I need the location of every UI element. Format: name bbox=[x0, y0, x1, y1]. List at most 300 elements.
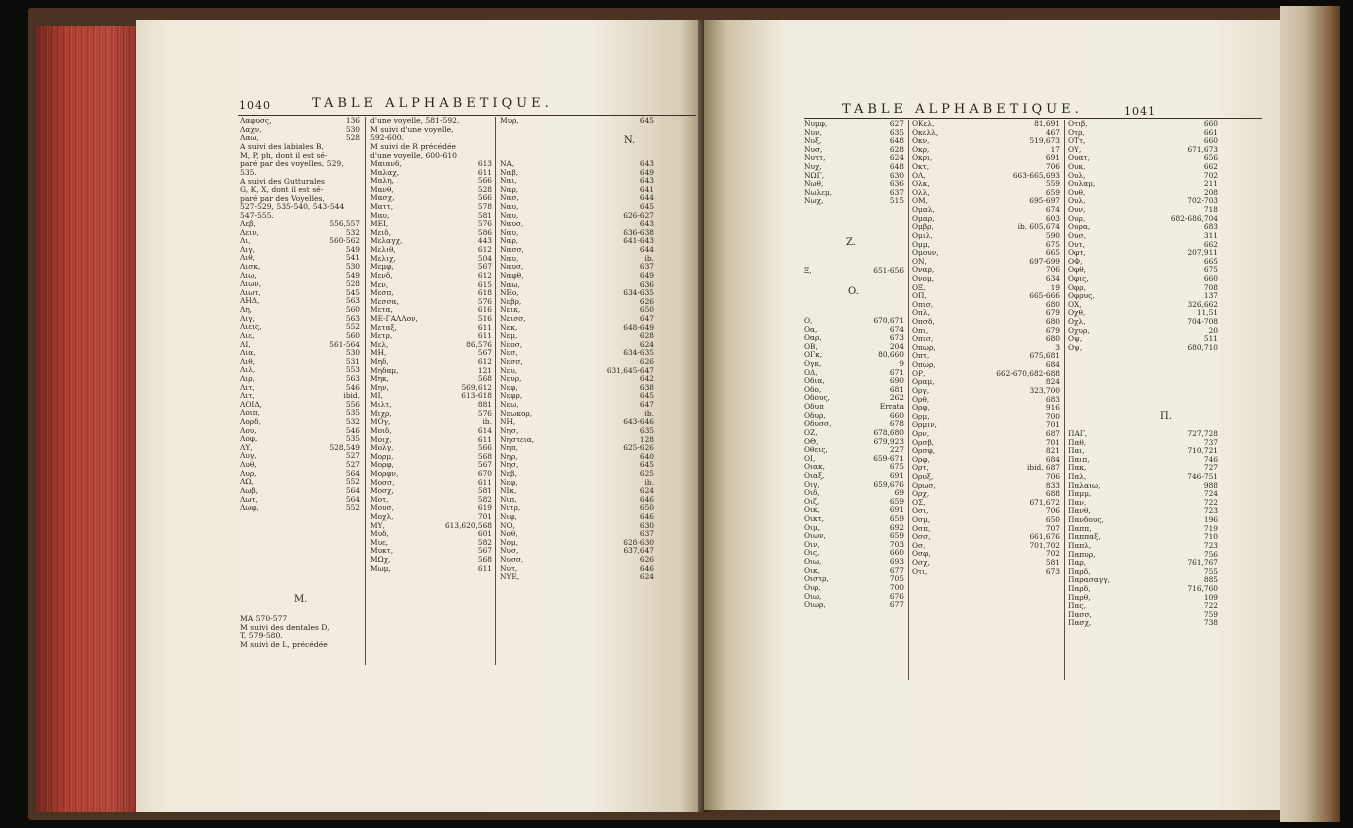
entry-word: Λη, bbox=[240, 306, 253, 315]
entry-word: Μηδαμ, bbox=[370, 366, 399, 375]
index-entry bbox=[370, 384, 492, 393]
index-entry bbox=[370, 186, 492, 195]
entry-page-ref: 695-697 bbox=[1029, 197, 1060, 206]
index-entry bbox=[804, 334, 904, 343]
text-line: d'une voyelle, 581-592. bbox=[370, 116, 460, 125]
index-entry bbox=[912, 241, 1060, 250]
entry-page-ref: 718 bbox=[1203, 206, 1218, 215]
entry-word: Νεμ, bbox=[500, 332, 518, 341]
entry-page-ref: 683 bbox=[1045, 395, 1060, 404]
index-entry bbox=[1068, 206, 1218, 215]
index-entry bbox=[912, 266, 1060, 275]
entry-word: Παππαξ, bbox=[1068, 533, 1101, 542]
index-entry bbox=[370, 367, 492, 376]
entry-page-ref: 566 bbox=[477, 194, 492, 203]
index-entry bbox=[1068, 172, 1218, 181]
index-entry bbox=[240, 418, 360, 427]
index-entry bbox=[912, 559, 1060, 568]
index-entry bbox=[370, 220, 492, 229]
entry-page-ref: 618 bbox=[477, 289, 492, 298]
entry-word: Οδους, bbox=[804, 394, 830, 403]
entry-word: Ορν, bbox=[912, 429, 930, 438]
entry-word: Ομιλ, bbox=[912, 231, 933, 240]
entry-page-ref: 642 bbox=[639, 375, 654, 384]
entry-word: Οιων, bbox=[804, 532, 826, 541]
entry-page-ref: 80,660 bbox=[878, 351, 904, 360]
entry-word: Λιω, bbox=[240, 271, 257, 280]
entry-page-ref: 626 bbox=[639, 358, 654, 367]
entry-word: Νασ, bbox=[500, 194, 519, 203]
entry-word: ΟΝ, bbox=[912, 257, 927, 266]
index-entry bbox=[912, 318, 1060, 327]
entry-word: Οσπ, bbox=[912, 524, 931, 533]
index-entry bbox=[1068, 499, 1218, 508]
left-page-number: 1040 bbox=[239, 99, 271, 112]
entry-word: ΟΚελ, bbox=[912, 120, 935, 128]
entry-page-ref: 722 bbox=[1203, 602, 1218, 611]
entry-word: Οιζ, bbox=[804, 497, 820, 506]
entry-word: Οιω, bbox=[804, 592, 822, 601]
index-entry bbox=[1068, 258, 1218, 267]
entry-word: Πανθ, bbox=[1068, 507, 1091, 516]
index-entry bbox=[240, 435, 360, 444]
index-entry bbox=[370, 479, 492, 488]
entry-word: Λειν, bbox=[240, 228, 259, 237]
index-entry bbox=[804, 394, 904, 403]
entry-page-ref: 677 bbox=[889, 566, 904, 575]
index-entry bbox=[240, 263, 360, 272]
entry-page-ref: 659 bbox=[889, 515, 904, 524]
entry-page-ref: 560-562 bbox=[329, 237, 360, 246]
entry-page-ref: 567 bbox=[477, 349, 492, 358]
index-entry bbox=[240, 297, 360, 306]
index-entry bbox=[240, 444, 360, 453]
entry-page-ref: 576 bbox=[477, 220, 492, 229]
entry-page-ref: 650 bbox=[639, 306, 654, 315]
entry-page-ref: 630 bbox=[639, 521, 654, 530]
entry-page-ref: 576 bbox=[477, 297, 492, 306]
entry-word: Οψ, bbox=[1068, 335, 1083, 344]
index-entry bbox=[1068, 163, 1218, 172]
index-entry bbox=[1068, 439, 1218, 448]
entry-page-ref: 706 bbox=[1045, 507, 1060, 516]
entry-page-ref: 613,620,568 bbox=[444, 521, 492, 530]
entry-page-ref: 323,700 bbox=[1029, 386, 1060, 395]
index-entry bbox=[240, 427, 360, 436]
entry-word: Οχυρ, bbox=[1068, 326, 1090, 335]
index-entry bbox=[912, 421, 1060, 430]
index-entry bbox=[370, 427, 492, 436]
index-entry bbox=[804, 558, 904, 567]
index-entry bbox=[804, 326, 904, 335]
index-entry bbox=[240, 332, 360, 341]
entry-page-ref: 136 bbox=[345, 117, 360, 125]
book-back-edge bbox=[1280, 6, 1340, 822]
entry-word: Λου, bbox=[240, 426, 257, 435]
entry-page-ref: ibid. bbox=[343, 392, 360, 401]
index-entry bbox=[500, 504, 654, 513]
entry-word: Παλαιω, bbox=[1068, 481, 1101, 490]
entry-word: ΝΑ, bbox=[500, 160, 515, 168]
index-entry bbox=[912, 189, 1060, 198]
entry-page-ref: 611 bbox=[477, 564, 492, 573]
entry-page-ref: 20 bbox=[1208, 326, 1218, 335]
entry-word: ΝΕο, bbox=[500, 289, 519, 298]
entry-page-ref: 646 bbox=[639, 495, 654, 504]
index-entry bbox=[370, 212, 492, 221]
entry-page-ref: 603 bbox=[1045, 214, 1060, 223]
entry-word: Οικτ, bbox=[804, 515, 825, 524]
entry-word: Οπισ, bbox=[912, 335, 934, 344]
index-entry bbox=[500, 539, 654, 548]
entry-word: Νηπ, bbox=[500, 444, 519, 453]
entry-page-ref: 746 bbox=[1203, 455, 1218, 464]
entry-word: Μασχ, bbox=[370, 194, 395, 203]
entry-page-ref: 716,760 bbox=[1187, 584, 1218, 593]
section-heading-n: N. bbox=[624, 135, 636, 146]
entry-word: Νεοσ, bbox=[500, 340, 523, 349]
index-entry bbox=[500, 203, 654, 212]
entry-page-ref: 549 bbox=[345, 271, 360, 280]
entry-word: Οκρ, bbox=[912, 145, 930, 154]
entry-page-ref: 680,710 bbox=[1187, 343, 1218, 352]
index-entry bbox=[912, 206, 1060, 215]
entry-page-ref: 703 bbox=[889, 540, 904, 549]
entry-page-ref: 687 bbox=[1045, 429, 1060, 438]
entry-page-ref: 615 bbox=[477, 280, 492, 289]
entry-page-ref: 211 bbox=[1203, 180, 1218, 189]
entry-word: ΟΥ, bbox=[1068, 145, 1082, 154]
entry-word: Ναυ, bbox=[500, 254, 519, 263]
entry-word: Οχθ, bbox=[1068, 309, 1086, 318]
index-entry bbox=[500, 367, 654, 376]
entry-word: Οφθ, bbox=[1068, 266, 1087, 275]
index-entry bbox=[370, 496, 492, 505]
entry-word: Οπσδ, bbox=[912, 318, 935, 327]
entry-word: Οργ, bbox=[912, 386, 930, 395]
entry-page-ref: 552 bbox=[345, 323, 360, 332]
entry-page-ref: 671 bbox=[889, 368, 904, 377]
index-entry bbox=[912, 456, 1060, 465]
entry-word: Ομαλ, bbox=[912, 206, 935, 215]
index-entry bbox=[804, 412, 904, 421]
index-entry bbox=[370, 237, 492, 246]
index-entry bbox=[912, 309, 1060, 318]
entry-page-ref: 659-671 bbox=[873, 454, 904, 463]
entry-word: ΝΥΕ, bbox=[500, 573, 520, 582]
index-entry bbox=[804, 472, 904, 481]
text-line: M suivi de R précédée bbox=[370, 141, 457, 151]
index-entry bbox=[500, 479, 654, 488]
index-entry bbox=[240, 409, 360, 418]
index-entry bbox=[804, 463, 904, 472]
entry-page-ref: 625-626 bbox=[623, 444, 654, 453]
entry-word: Οτι, bbox=[912, 567, 928, 576]
index-entry bbox=[500, 246, 654, 255]
index-entry bbox=[804, 360, 904, 369]
entry-word: ΝΩΓ, bbox=[804, 171, 825, 180]
index-entry bbox=[500, 237, 654, 246]
index-entry bbox=[804, 197, 904, 206]
entry-page-ref: 81,691 bbox=[1034, 120, 1060, 128]
entry-page-ref: 546 bbox=[345, 383, 360, 392]
index-entry bbox=[240, 229, 360, 238]
index-entry bbox=[1068, 551, 1218, 560]
index-entry bbox=[240, 349, 360, 358]
index-entry bbox=[500, 229, 654, 238]
text-line: G, K, X, dont il est sé- bbox=[240, 185, 324, 195]
index-entry bbox=[240, 375, 360, 384]
entry-page-ref: 128 bbox=[639, 435, 654, 444]
entry-word: Λιων, bbox=[240, 280, 262, 289]
text-line: M suivi des dentales D, bbox=[240, 622, 330, 632]
entry-word: Λυθ, bbox=[240, 461, 257, 470]
entry-word: ΟΘ, bbox=[804, 437, 819, 446]
entry-word: Μεταξ, bbox=[370, 323, 397, 332]
entry-word: Πασσ, bbox=[1068, 610, 1092, 619]
entry-word: Λαω, bbox=[240, 134, 259, 143]
entry-word: ΟΡ, bbox=[912, 369, 926, 378]
index-entry bbox=[804, 593, 904, 602]
entry-word: ΟΠ, bbox=[912, 292, 927, 301]
index-entry bbox=[500, 349, 654, 358]
index-entry bbox=[1068, 137, 1218, 146]
index-entry bbox=[500, 298, 654, 307]
entry-word: Νυμφ, bbox=[804, 120, 828, 128]
entry-word: Ομβρ, bbox=[912, 223, 934, 232]
entry-page-ref: 121 bbox=[477, 366, 492, 375]
entry-word: Ορμ, bbox=[912, 412, 930, 421]
entry-page-ref: 724 bbox=[1203, 490, 1218, 499]
entry-page-ref: 560 bbox=[345, 331, 360, 340]
entry-word: Λισκ, bbox=[240, 263, 261, 272]
entry-word: Μυκτ, bbox=[370, 547, 394, 556]
entry-page-ref: 527 bbox=[345, 452, 360, 461]
entry-page-ref: 701,702 bbox=[1029, 541, 1060, 550]
index-entry bbox=[912, 464, 1060, 473]
entry-page-ref: 601 bbox=[477, 530, 492, 539]
index-entry bbox=[240, 315, 360, 324]
index-entry bbox=[912, 232, 1060, 241]
entry-page-ref: 611 bbox=[477, 323, 492, 332]
entry-page-ref: 546 bbox=[345, 426, 360, 435]
entry-page-ref: 207,911 bbox=[1187, 249, 1218, 258]
entry-word: Μορμ, bbox=[370, 452, 394, 461]
entry-word: Οκτ, bbox=[912, 163, 930, 172]
entry-word: Οτιβ, bbox=[1068, 120, 1088, 128]
entry-page-ref: 679,923 bbox=[873, 437, 904, 446]
index-entry bbox=[240, 496, 360, 505]
right-col1-entries-b bbox=[804, 267, 904, 276]
entry-word: Μαλη, bbox=[370, 177, 395, 186]
entry-word: Μουσ, bbox=[370, 504, 394, 513]
entry-page-ref: 9 bbox=[899, 360, 904, 369]
entry-page-ref: 673 bbox=[1045, 567, 1060, 576]
entry-page-ref: 661 bbox=[1203, 128, 1218, 137]
entry-page-ref: 885 bbox=[1203, 576, 1218, 585]
column-rule bbox=[1064, 120, 1065, 680]
entry-page-ref: 661,676 bbox=[1029, 533, 1060, 542]
entry-page-ref: 660 bbox=[1203, 137, 1218, 146]
index-entry bbox=[804, 154, 904, 163]
entry-page-ref: 683 bbox=[1203, 223, 1218, 232]
entry-word: Ορσφ, bbox=[912, 447, 935, 456]
entry-page-ref: 645 bbox=[639, 461, 654, 470]
entry-word: Ναυσ, bbox=[500, 220, 524, 229]
index-entry bbox=[804, 163, 904, 172]
entry-word: Νεβ, bbox=[500, 469, 517, 478]
entry-word: Παπλ, bbox=[1068, 541, 1092, 550]
index-entry bbox=[912, 396, 1060, 405]
index-entry bbox=[370, 324, 492, 333]
entry-word: Μελ, bbox=[370, 340, 389, 349]
entry-page-ref: 737 bbox=[1203, 438, 1218, 447]
entry-page-ref: 634-635 bbox=[623, 289, 654, 298]
entry-word: Νυσσ, bbox=[500, 556, 524, 565]
entry-page-ref: 628 bbox=[889, 145, 904, 154]
entry-page-ref: 644 bbox=[639, 246, 654, 255]
entry-word: Οιγ, bbox=[804, 480, 820, 489]
index-entry bbox=[912, 413, 1060, 422]
entry-page-ref: 680 bbox=[1045, 300, 1060, 309]
entry-page-ref: 86,576 bbox=[466, 340, 492, 349]
entry-word: Μενδ, bbox=[370, 271, 393, 280]
entry-word: Ουλαμ, bbox=[1068, 180, 1096, 189]
entry-word: ΝΙκ, bbox=[500, 487, 517, 496]
index-entry bbox=[240, 272, 360, 281]
entry-word: Νιτρ, bbox=[500, 504, 521, 513]
entry-page-ref: 530 bbox=[345, 125, 360, 134]
entry-word: Ναυσ, bbox=[500, 263, 524, 272]
entry-word: Νωθ, bbox=[804, 180, 824, 189]
entry-page-ref: 545 bbox=[345, 288, 360, 297]
entry-page-ref: 670,671 bbox=[873, 317, 904, 325]
entry-page-ref: 204 bbox=[889, 342, 904, 351]
entry-word: ΜΗ, bbox=[370, 349, 387, 358]
index-entry bbox=[804, 455, 904, 464]
entry-page-ref: 19 bbox=[1050, 283, 1060, 292]
entry-page-ref: 675,681 bbox=[1029, 352, 1060, 361]
entry-word: Μιλτ, bbox=[370, 401, 392, 410]
entry-page-ref: 552 bbox=[345, 478, 360, 487]
entry-page-ref: 688 bbox=[1045, 490, 1060, 499]
index-entry bbox=[804, 180, 904, 189]
entry-page-ref: 682-686,704 bbox=[1170, 214, 1218, 223]
entry-word: Λιγ, bbox=[240, 314, 256, 323]
entry-page-ref: 662 bbox=[1203, 240, 1218, 249]
text-line: 547-555. bbox=[240, 211, 274, 220]
index-entry bbox=[804, 446, 904, 455]
index-entry bbox=[370, 565, 492, 574]
entry-word: Νυχ, bbox=[804, 163, 822, 172]
entry-word: ΟΣ, bbox=[912, 498, 926, 507]
index-entry bbox=[500, 436, 654, 445]
section-heading-o: O. bbox=[848, 286, 859, 297]
entry-page-ref: 528 bbox=[345, 134, 360, 143]
index-entry bbox=[370, 177, 492, 186]
entry-word: Οσσ, bbox=[912, 533, 931, 542]
entry-word: Οραμ, bbox=[912, 378, 935, 387]
entry-word: Ομμ, bbox=[912, 240, 931, 249]
entry-word: Οσι, bbox=[912, 507, 929, 516]
index-entry bbox=[804, 369, 904, 378]
entry-word: Νεφρ, bbox=[500, 392, 523, 401]
entry-page-ref: 637,647 bbox=[623, 547, 654, 556]
entry-page-ref: 196 bbox=[1203, 516, 1218, 525]
entry-word: Λυρ, bbox=[240, 469, 257, 478]
index-entry bbox=[912, 507, 1060, 516]
entry-word: ΝΟ, bbox=[500, 521, 515, 530]
index-entry bbox=[804, 549, 904, 558]
entry-word: Οιω, bbox=[804, 558, 822, 567]
entry-page-ref: 761,767 bbox=[1187, 559, 1218, 568]
entry-word: Μυρ, bbox=[500, 117, 519, 125]
index-entry bbox=[240, 126, 360, 135]
index-entry bbox=[912, 129, 1060, 138]
index-entry bbox=[1068, 344, 1218, 353]
entry-page-ref: 670 bbox=[477, 469, 492, 478]
index-entry bbox=[370, 246, 492, 255]
entry-page-ref: 649 bbox=[639, 271, 654, 280]
index-entry bbox=[370, 470, 492, 479]
entry-word: Πανδους, bbox=[1068, 516, 1104, 525]
entry-page-ref: 311 bbox=[1203, 231, 1218, 240]
index-entry bbox=[1068, 284, 1218, 293]
index-entry bbox=[912, 223, 1060, 232]
entry-page-ref: 611 bbox=[477, 168, 492, 177]
entry-page-ref: 727,728 bbox=[1187, 430, 1218, 438]
index-entry bbox=[912, 352, 1060, 361]
entry-word: Ναφθ, bbox=[500, 271, 524, 280]
left-col3-entries-a bbox=[500, 117, 654, 126]
index-entry bbox=[912, 430, 1060, 439]
entry-word: Μελαγχ, bbox=[370, 237, 403, 246]
index-entry bbox=[804, 584, 904, 593]
entry-page-ref: 586 bbox=[477, 228, 492, 237]
entry-page-ref: 638 bbox=[639, 383, 654, 392]
entry-word: Οφρυς, bbox=[1068, 292, 1095, 301]
entry-word: Οφρ, bbox=[1068, 283, 1086, 292]
entry-page-ref: 916 bbox=[1045, 404, 1060, 413]
entry-page-ref: 646 bbox=[639, 512, 654, 521]
text-line: 592-600. bbox=[370, 133, 404, 143]
entry-word: Μοιδ, bbox=[370, 426, 392, 435]
entry-page-ref: 626 bbox=[639, 297, 654, 306]
entry-page-ref: 706 bbox=[1045, 163, 1060, 172]
entry-page-ref: 443 bbox=[477, 237, 492, 246]
entry-word: Λιτ, bbox=[240, 392, 255, 401]
index-entry bbox=[912, 292, 1060, 301]
entry-word: Λοιπ, bbox=[240, 409, 260, 418]
text-line: M suivi d'une voyelle, bbox=[370, 124, 454, 134]
index-entry bbox=[500, 177, 654, 186]
entry-word: Ναρ, bbox=[500, 237, 519, 246]
entry-page-ref: 326,662 bbox=[1187, 300, 1218, 309]
entry-word: Νεω, bbox=[500, 401, 519, 410]
index-entry bbox=[1068, 292, 1218, 301]
entry-page-ref: ib. bbox=[644, 409, 654, 418]
entry-word: Οιφ, bbox=[804, 583, 821, 592]
entry-page-ref: 3 bbox=[1055, 343, 1060, 352]
index-entry bbox=[500, 384, 654, 393]
index-entry bbox=[1068, 180, 1218, 189]
entry-word: Νιφ, bbox=[500, 512, 517, 521]
entry-word: Μοτ, bbox=[370, 495, 389, 504]
entry-page-ref: 665 bbox=[1045, 249, 1060, 258]
entry-page-ref: 643 bbox=[639, 160, 654, 168]
entry-word: Ονομ, bbox=[912, 274, 935, 283]
index-entry bbox=[912, 215, 1060, 224]
